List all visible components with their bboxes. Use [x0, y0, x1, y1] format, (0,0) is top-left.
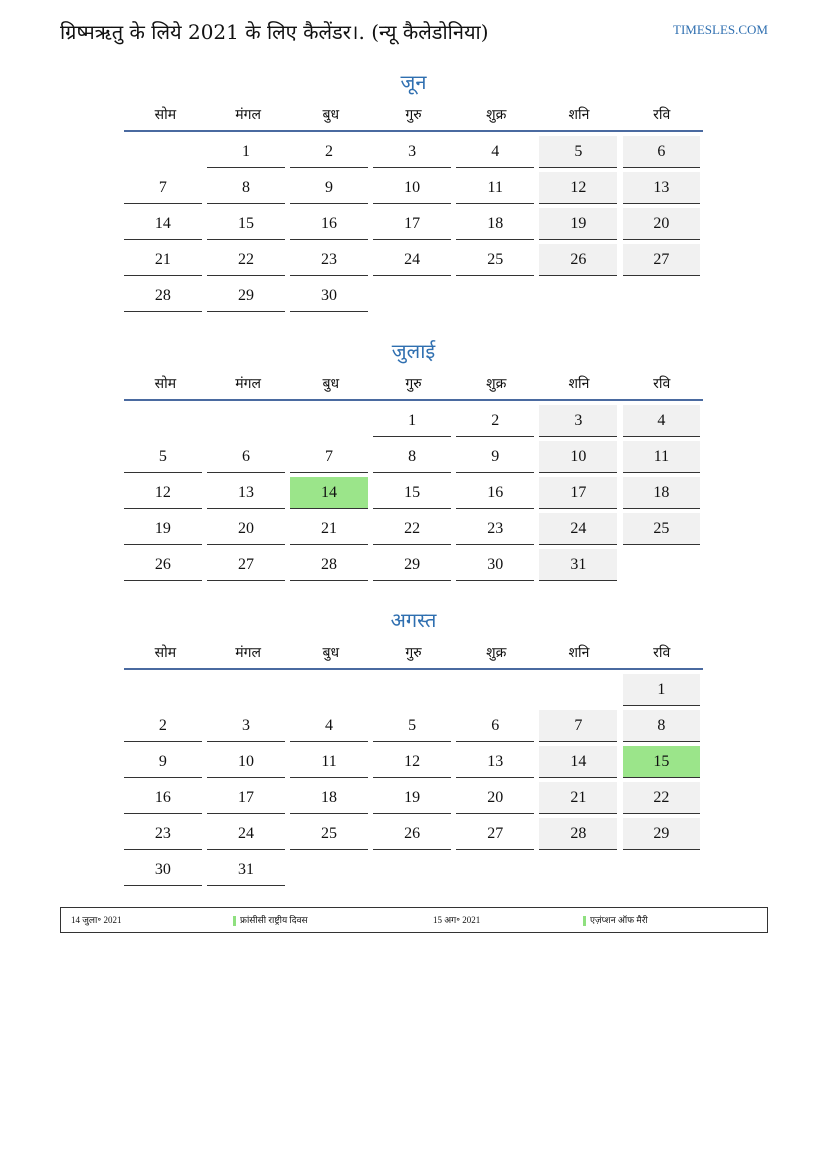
month-july: [124, 337, 703, 585]
day-cell: 20: [456, 782, 534, 814]
week-row: [124, 513, 703, 549]
empty-cell: [124, 405, 202, 437]
day-cell: 27: [623, 244, 701, 276]
weekday-label: रवि: [653, 107, 671, 123]
day-cell: 30: [290, 280, 368, 312]
month-june: [124, 68, 703, 316]
day-cell: 10: [539, 441, 617, 473]
week-row: [124, 405, 703, 441]
day-cell: 14: [290, 477, 368, 509]
day-cell: 24: [539, 513, 617, 545]
day-cell: 30: [124, 854, 202, 886]
day-cell: 23: [124, 818, 202, 850]
page-title: ग्रिष्मऋतु के लिये 2021 के लिए कैलेंडर।. (न्यू कैलेडोनिया): [60, 20, 489, 44]
weekday-label: शुक्र: [486, 645, 507, 661]
empty-cell: [290, 854, 368, 886]
empty-cell: [539, 674, 617, 706]
day-cell: 4: [456, 136, 534, 168]
holiday-legend: [60, 907, 768, 933]
day-cell: 15: [207, 208, 285, 240]
day-cell: 5: [124, 441, 202, 473]
weekday-label: शुक्र: [486, 376, 507, 392]
day-cell: 11: [456, 172, 534, 204]
empty-cell: [373, 280, 451, 312]
weekday-label: गुरु: [405, 376, 422, 392]
weeks: [124, 674, 703, 890]
day-cell: 29: [623, 818, 701, 850]
site-link[interactable]: TIMESLES.COM: [673, 22, 768, 37]
day-cell: 26: [124, 549, 202, 581]
day-cell: 28: [290, 549, 368, 581]
day-cell: 12: [373, 746, 451, 778]
weekday-label: मंगल: [235, 645, 261, 661]
day-cell: 1: [373, 405, 451, 437]
day-cell: 12: [539, 172, 617, 204]
holiday-date: 15 अग॰ 2021: [433, 915, 481, 925]
weeks: [124, 136, 703, 316]
day-cell: 10: [207, 746, 285, 778]
day-cell: 25: [290, 818, 368, 850]
weekday-label: शनि: [568, 645, 590, 661]
day-cell: 18: [290, 782, 368, 814]
empty-cell: [290, 674, 368, 706]
week-row: [124, 782, 703, 818]
day-cell: 14: [124, 208, 202, 240]
weekday-label: सोम: [154, 645, 177, 661]
day-cell: 26: [539, 244, 617, 276]
day-cell: 14: [539, 746, 617, 778]
week-row: [124, 441, 703, 477]
day-cell: 19: [539, 208, 617, 240]
empty-cell: [290, 405, 368, 437]
weekday-label: मंगल: [235, 376, 261, 392]
weekday-label: सोम: [154, 376, 177, 392]
header-rule: [124, 130, 703, 132]
day-cell: 24: [207, 818, 285, 850]
day-cell: 4: [623, 405, 701, 437]
empty-cell: [623, 280, 701, 312]
day-cell: 1: [623, 674, 701, 706]
day-cell: 5: [373, 710, 451, 742]
day-cell: 23: [456, 513, 534, 545]
day-cell: 13: [207, 477, 285, 509]
day-cell: 11: [623, 441, 701, 473]
empty-cell: [623, 549, 701, 581]
day-cell: 11: [290, 746, 368, 778]
day-cell: 26: [373, 818, 451, 850]
day-cell: 17: [207, 782, 285, 814]
day-cell: 22: [207, 244, 285, 276]
empty-cell: [539, 854, 617, 886]
day-cell: 21: [539, 782, 617, 814]
empty-cell: [373, 674, 451, 706]
weekday-label: शनि: [568, 376, 590, 392]
day-cell: 5: [539, 136, 617, 168]
day-cell: 8: [623, 710, 701, 742]
holiday-marker: [583, 916, 586, 926]
day-cell: 7: [124, 172, 202, 204]
day-cell: 6: [456, 710, 534, 742]
day-cell: 18: [623, 477, 701, 509]
empty-cell: [207, 405, 285, 437]
week-row: [124, 746, 703, 782]
week-row: [124, 280, 703, 316]
header-rule: [124, 668, 703, 670]
weekday-header: [124, 369, 703, 399]
weekday-label: शनि: [568, 107, 590, 123]
day-cell: 22: [623, 782, 701, 814]
day-cell: 29: [207, 280, 285, 312]
month-august: [124, 606, 703, 890]
weekday-label: बुध: [322, 107, 340, 123]
day-cell: 17: [373, 208, 451, 240]
holiday-name: फ्रांसीसी राष्ट्रीय दिवस: [240, 915, 308, 925]
holiday-entry: [583, 908, 648, 932]
month-title: जुलाई: [391, 339, 436, 363]
holiday-name: एज़ंप्शन ऑफ मैरी: [590, 915, 648, 925]
week-row: [124, 477, 703, 513]
day-cell: 30: [456, 549, 534, 581]
week-row: [124, 136, 703, 172]
empty-cell: [373, 854, 451, 886]
empty-cell: [456, 280, 534, 312]
day-cell: 10: [373, 172, 451, 204]
day-cell: 2: [290, 136, 368, 168]
day-cell: 15: [623, 746, 701, 778]
holiday-entry: [233, 908, 308, 932]
day-cell: 7: [290, 441, 368, 473]
day-cell: 23: [290, 244, 368, 276]
day-cell: 20: [207, 513, 285, 545]
day-cell: 21: [124, 244, 202, 276]
week-row: [124, 172, 703, 208]
weekday-label: बुध: [322, 645, 340, 661]
weekday-label: रवि: [653, 376, 671, 392]
day-cell: 28: [124, 280, 202, 312]
header-rule: [124, 399, 703, 401]
day-cell: 24: [373, 244, 451, 276]
week-row: [124, 549, 703, 585]
day-cell: 3: [207, 710, 285, 742]
empty-cell: [124, 674, 202, 706]
day-cell: 28: [539, 818, 617, 850]
weekday-label: सोम: [154, 107, 177, 123]
day-cell: 8: [207, 172, 285, 204]
holiday-marker: [233, 916, 236, 926]
empty-cell: [456, 674, 534, 706]
day-cell: 21: [290, 513, 368, 545]
empty-cell: [456, 854, 534, 886]
weekday-label: बुध: [322, 376, 340, 392]
day-cell: 3: [539, 405, 617, 437]
week-row: [124, 674, 703, 710]
day-cell: 19: [124, 513, 202, 545]
day-cell: 13: [456, 746, 534, 778]
weekday-header: [124, 100, 703, 130]
month-title: अगस्त: [390, 608, 437, 632]
week-row: [124, 208, 703, 244]
empty-cell: [623, 854, 701, 886]
day-cell: 16: [290, 208, 368, 240]
month-title: जून: [400, 70, 427, 94]
weekday-header: [124, 638, 703, 668]
page-header: [60, 18, 768, 48]
day-cell: 6: [207, 441, 285, 473]
day-cell: 6: [623, 136, 701, 168]
day-cell: 27: [456, 818, 534, 850]
day-cell: 8: [373, 441, 451, 473]
day-cell: 19: [373, 782, 451, 814]
empty-cell: [124, 136, 202, 168]
week-row: [124, 854, 703, 890]
week-row: [124, 818, 703, 854]
day-cell: 25: [623, 513, 701, 545]
holiday-date: 14 जुला॰ 2021: [71, 915, 122, 925]
day-cell: 17: [539, 477, 617, 509]
empty-cell: [207, 674, 285, 706]
week-row: [124, 710, 703, 746]
day-cell: 29: [373, 549, 451, 581]
day-cell: 7: [539, 710, 617, 742]
week-row: [124, 244, 703, 280]
day-cell: 9: [456, 441, 534, 473]
day-cell: 31: [207, 854, 285, 886]
day-cell: 9: [124, 746, 202, 778]
day-cell: 15: [373, 477, 451, 509]
weekday-label: गुरु: [405, 645, 422, 661]
day-cell: 16: [456, 477, 534, 509]
day-cell: 2: [124, 710, 202, 742]
day-cell: 22: [373, 513, 451, 545]
day-cell: 12: [124, 477, 202, 509]
day-cell: 13: [623, 172, 701, 204]
weekday-label: रवि: [653, 645, 671, 661]
day-cell: 20: [623, 208, 701, 240]
weekday-label: मंगल: [235, 107, 261, 123]
day-cell: 18: [456, 208, 534, 240]
weekday-label: गुरु: [405, 107, 422, 123]
day-cell: 3: [373, 136, 451, 168]
day-cell: 1: [207, 136, 285, 168]
day-cell: 4: [290, 710, 368, 742]
empty-cell: [539, 280, 617, 312]
day-cell: 9: [290, 172, 368, 204]
day-cell: 25: [456, 244, 534, 276]
weekday-label: शुक्र: [486, 107, 507, 123]
day-cell: 16: [124, 782, 202, 814]
weeks: [124, 405, 703, 585]
day-cell: 27: [207, 549, 285, 581]
day-cell: 2: [456, 405, 534, 437]
day-cell: 31: [539, 549, 617, 581]
